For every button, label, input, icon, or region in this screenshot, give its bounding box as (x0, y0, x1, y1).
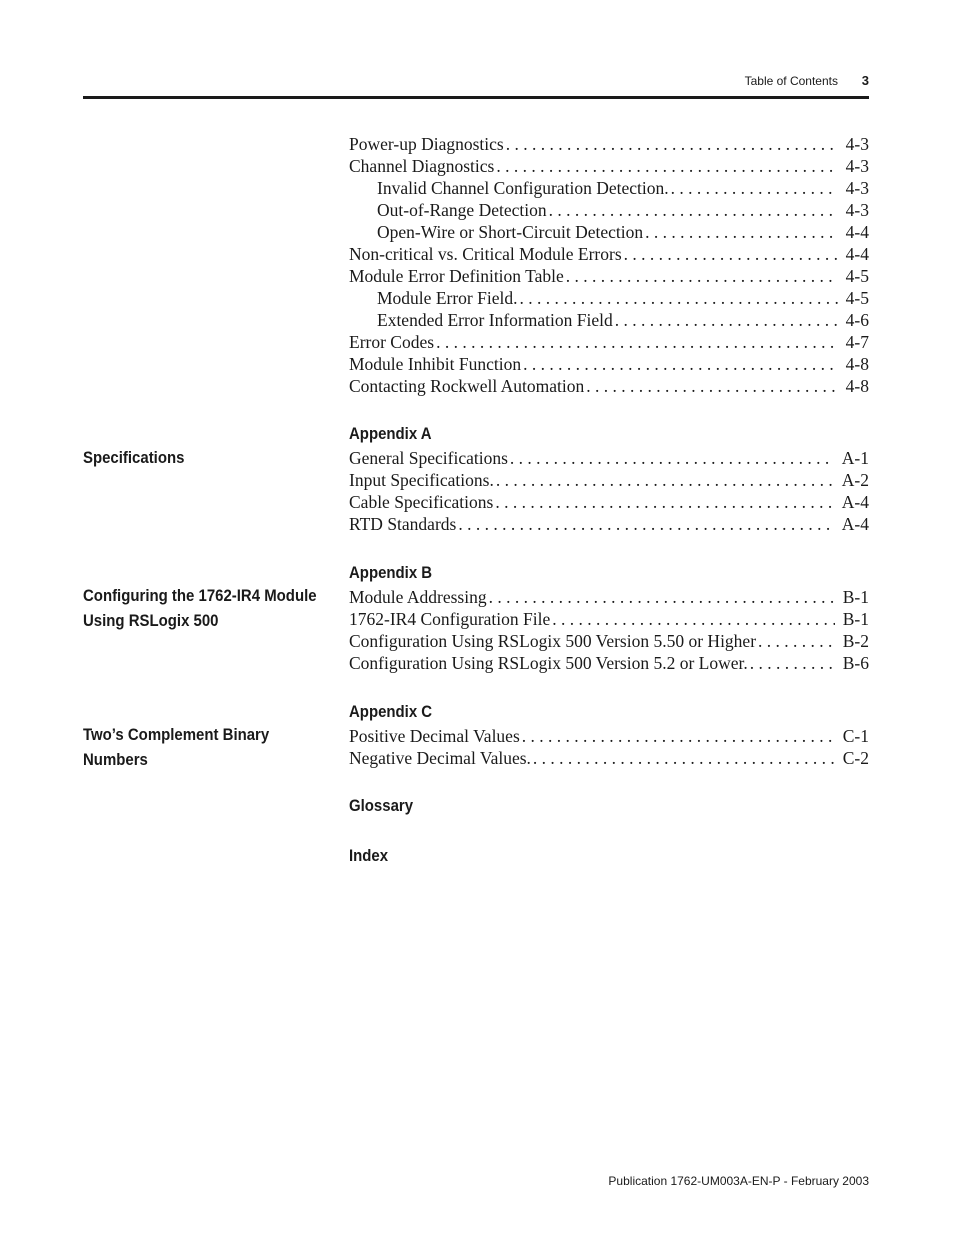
dot-leader (671, 177, 838, 199)
toc-entry-title: Module Error Definition Table (349, 266, 564, 286)
dot-leader (489, 586, 835, 608)
toc-entry-page: 4-6 (845, 310, 869, 330)
dot-leader (519, 287, 837, 309)
appendix-b-title (83, 583, 321, 633)
toc-entry-title: Module Error Field. (377, 288, 518, 308)
toc-entry[interactable] (349, 155, 869, 177)
toc-entry-title: General Specifications (349, 448, 508, 468)
toc-entry-page: 4-4 (845, 244, 869, 264)
toc-entry-title: Module Addressing (349, 587, 487, 607)
toc-entry-title: RTD Standards (349, 514, 457, 534)
toc-entry[interactable] (349, 586, 869, 608)
toc-entry-title: Positive Decimal Values (349, 726, 520, 746)
appendix-a-entries (349, 447, 869, 535)
toc-entry-page: B-6 (842, 653, 869, 673)
toc-entry-title: Non-critical vs. Critical Module Errors (349, 244, 622, 264)
toc-entry-page: 4-8 (845, 376, 869, 396)
toc-entry-page: 4-7 (845, 332, 869, 352)
toc-entry-title: Negative Decimal Values. (349, 748, 531, 768)
dot-leader (586, 375, 837, 397)
index-heading[interactable]: Index (349, 846, 389, 865)
toc-entry-page: 4-5 (845, 288, 869, 308)
dot-leader (615, 309, 838, 331)
toc-entry-title: Input Specifications. (349, 470, 494, 490)
dot-leader (522, 725, 835, 747)
toc-entry-title: Open-Wire or Short-Circuit Detection (377, 222, 644, 242)
toc-entry-page: A-1 (841, 448, 869, 468)
toc-entry[interactable] (349, 331, 869, 353)
toc-entry-title: Invalid Channel Configuration Detection. (377, 178, 669, 198)
toc-entry[interactable] (349, 353, 869, 375)
toc-entry-title: 1762-IR4 Configuration File (349, 609, 551, 629)
toc-entry-page: 4-8 (845, 354, 869, 374)
toc-entry[interactable] (349, 375, 869, 397)
dot-leader (458, 513, 833, 535)
toc-entry[interactable] (349, 199, 869, 221)
appendix-c-title-line1: Two’s Complement Binary (83, 725, 270, 744)
chapter-4-entries (349, 133, 869, 397)
appendix-c-title-line2: Numbers (83, 750, 148, 769)
dot-leader (495, 491, 833, 513)
toc-entry-page: C-1 (842, 726, 869, 746)
toc-entry-page: A-4 (841, 492, 869, 512)
toc-entry[interactable] (349, 608, 869, 630)
toc-entry-page: 4-4 (845, 222, 869, 242)
page-number: 3 (861, 73, 869, 88)
dot-leader (510, 447, 834, 469)
toc-entry-title: Out-of-Range Detection (377, 200, 547, 220)
toc-entry[interactable] (349, 221, 869, 243)
dot-leader (624, 243, 838, 265)
appendix-c-title (83, 722, 321, 772)
toc-entry-page: A-2 (841, 470, 869, 490)
toc-entry[interactable] (349, 491, 869, 513)
toc-entry[interactable] (349, 469, 869, 491)
toc-entry-page: A-4 (841, 514, 869, 534)
toc-entry-title: Configuration Using RSLogix 500 Version 5.50 or Higher (349, 631, 757, 651)
appendix-a-heading: Appendix A (349, 424, 432, 443)
toc-entry[interactable] (349, 287, 869, 309)
header-rule (83, 96, 869, 99)
toc-entry-page: B-1 (842, 609, 869, 629)
toc-entry-title: Cable Specifications (349, 492, 494, 512)
toc-entry[interactable] (349, 177, 869, 199)
running-header: Table of Contents (744, 74, 838, 88)
table-of-contents (349, 133, 869, 869)
glossary-heading[interactable]: Glossary (349, 796, 414, 815)
dot-leader (566, 265, 838, 287)
appendix-b-entries (349, 586, 869, 674)
toc-entry[interactable] (349, 309, 869, 331)
dot-leader (496, 469, 834, 491)
toc-entry[interactable] (349, 725, 869, 747)
toc-entry[interactable] (349, 133, 869, 155)
publication-footer: Publication 1762-UM003A-EN-P - February 2003 (608, 1174, 869, 1188)
dot-leader (645, 221, 838, 243)
toc-entry-page: B-1 (842, 587, 869, 607)
dot-leader (552, 608, 835, 630)
dot-leader (533, 747, 835, 769)
toc-entry-page: B-2 (842, 631, 869, 651)
dot-leader (758, 630, 835, 652)
toc-entry-page: 4-3 (845, 134, 869, 154)
appendix-b-title-line2: Using RSLogix 500 (83, 611, 219, 630)
dot-leader (436, 331, 838, 353)
toc-entry[interactable] (349, 747, 869, 769)
appendix-c-heading: Appendix C (349, 702, 433, 721)
toc-entry[interactable] (349, 513, 869, 535)
toc-entry[interactable] (349, 243, 869, 265)
toc-entry-title: Channel Diagnostics (349, 156, 495, 176)
toc-entry-page: 4-5 (845, 266, 869, 286)
toc-entry[interactable] (349, 630, 869, 652)
toc-entry-page: 4-3 (845, 156, 869, 176)
toc-entry-page: 4-3 (845, 200, 869, 220)
dot-leader (506, 133, 838, 155)
toc-entry[interactable] (349, 265, 869, 287)
toc-entry-title: Error Codes (349, 332, 435, 352)
appendix-a-title: Specifications (83, 448, 185, 467)
toc-entry-title: Power-up Diagnostics (349, 134, 504, 154)
appendix-c-entries (349, 725, 869, 769)
toc-entry-title: Contacting Rockwell Automation (349, 376, 585, 396)
toc-entry-title: Module Inhibit Function (349, 354, 522, 374)
toc-entry-page: C-2 (842, 748, 869, 768)
toc-entry[interactable] (349, 447, 869, 469)
appendix-b-title-line1: Configuring the 1762-IR4 Module (83, 586, 317, 605)
dot-leader (549, 199, 838, 221)
dot-leader (523, 353, 838, 375)
dot-leader (750, 652, 835, 674)
appendix-b-heading: Appendix B (349, 563, 433, 582)
toc-entry-title: Configuration Using RSLogix 500 Version 5.2 or Lower. (349, 653, 748, 673)
dot-leader (496, 155, 837, 177)
toc-entry-page: 4-3 (845, 178, 869, 198)
toc-entry[interactable] (349, 652, 869, 674)
toc-entry-title: Extended Error Information Field (377, 310, 613, 330)
